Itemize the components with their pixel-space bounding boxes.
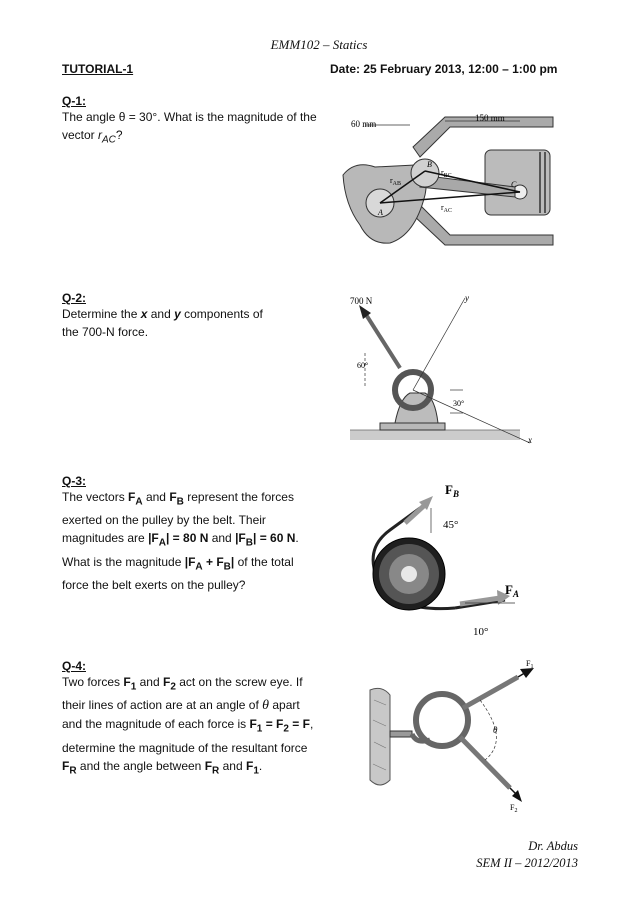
q4-line1g: act on the screw eye. If — [175, 675, 303, 689]
q1-label-rbc: $r_{BC}$ — [441, 168, 452, 179]
q3-line3f: |F — [235, 531, 246, 546]
tutorial-date: Date: 25 February 2013, 12:00 – 1:00 pm — [330, 62, 558, 76]
q1-label-150mm: 150 mm — [475, 113, 505, 123]
q4-label-theta: θ — [493, 725, 498, 735]
q2-label-x: x — [528, 435, 532, 445]
q3-label-fa: $F_A$ — [505, 582, 519, 599]
q4-line1b: F — [123, 675, 131, 689]
q3-text-and: and — [142, 490, 170, 504]
q3-line5: force the belt exerts on the pulley? — [62, 578, 246, 593]
q2-text — [62, 305, 317, 341]
q3-title: Q-3: — [62, 474, 86, 488]
q3-line4f: | — [230, 554, 235, 569]
q4-label-f2: $F_2$ — [510, 803, 518, 814]
q4-line3e: 2 — [283, 723, 289, 735]
q3-line3b: |F — [148, 531, 159, 546]
q3-text-fa: F — [128, 490, 136, 504]
q3-line4d: + F — [202, 554, 224, 569]
q2-label-y: y — [465, 293, 469, 303]
q1-text — [62, 108, 322, 149]
q2-text-comp: components of — [180, 307, 263, 321]
q1-label-rac: $r_{AC}$ — [441, 203, 453, 214]
q3-label-fb: $F_B$ — [445, 482, 459, 499]
q1-label-a: A — [378, 208, 383, 217]
footer-semester: SEM II – 2012/2013 — [476, 856, 578, 870]
q1-label-b: B — [427, 160, 432, 169]
q4-line3b: F — [249, 717, 257, 732]
q1-line2: vector — [62, 128, 99, 142]
q3-text-fb-sub: B — [176, 496, 184, 508]
q4-line1a: Two forces — [62, 675, 124, 689]
q3-text-fb: F — [169, 490, 177, 504]
q2-text-y: y — [174, 307, 181, 321]
q4-line5e: R — [212, 765, 220, 777]
q2-text-and: and — [147, 307, 175, 321]
q4-line1c: 1 — [130, 681, 137, 693]
q3-text-fa-sub: A — [135, 496, 143, 508]
q3-line3a: magnitudes are — [62, 531, 149, 546]
q1-label-c: C — [511, 180, 517, 189]
q3-line3d: | = 80 N — [165, 531, 209, 546]
q1-title: Q-1: — [62, 94, 86, 108]
q4-line5b: R — [69, 765, 77, 777]
q2-text-1: Determine the — [62, 307, 141, 321]
q2-label-60: 60° — [357, 361, 369, 370]
q4-line2a: their lines of action are at an angle of — [62, 698, 263, 713]
q4-line5a: F — [62, 758, 70, 773]
q4-line3d: = F — [262, 717, 284, 732]
q3-line4g: of the total — [234, 554, 294, 569]
q3-line4b: |F — [184, 554, 196, 569]
q4-line2c: apart — [269, 698, 300, 713]
q4-line1d: and — [136, 675, 163, 689]
q1-label-rab: $r_{AB}$ — [390, 176, 402, 187]
q4-line5g: F — [245, 758, 254, 773]
q3-text — [62, 488, 327, 594]
q4-line3a: and the magnitude of each force is — [62, 717, 250, 732]
q4-line4: determine the magnitude of the resultant force — [62, 740, 308, 755]
q3-line4a: What is the magnitude — [62, 554, 185, 569]
q4-line3f: = F — [288, 717, 310, 732]
q4-screw-eye-figure — [360, 660, 560, 815]
q1-vector-sub: AC — [102, 134, 116, 146]
q2-label-30: 30° — [453, 399, 465, 408]
q1-vector: r — [98, 128, 103, 142]
q4-line1e: F — [162, 675, 171, 689]
q2-line2: the 700-N force. — [62, 325, 149, 339]
q1-line1: The angle θ = 30°. What is the magnitude of the — [62, 110, 317, 124]
q3-text-rep: represent the forces — [183, 490, 294, 504]
q3-line3h: | = 60 N — [253, 531, 296, 546]
q4-line5f: and — [219, 758, 246, 773]
q2-title: Q-2: — [62, 291, 86, 305]
q4-label-f1: $F_1$ — [526, 660, 534, 670]
q3-line3i: . — [295, 531, 299, 546]
q4-line5h: 1 — [253, 765, 259, 777]
q3-label-10: 10° — [473, 626, 489, 638]
q1-qmark: ? — [115, 128, 123, 142]
q3-line3e: and — [208, 531, 236, 546]
q4-line5i: . — [258, 758, 263, 773]
q4-line3g: , — [309, 717, 314, 732]
q1-label-60mm: 60 mm — [351, 119, 377, 129]
q3-line2: exerted on the pulley by the belt. Their — [62, 513, 266, 528]
course-title: EMM102 – Statics — [270, 37, 368, 52]
q3-text-a: The vectors — [62, 490, 129, 504]
q4-line5c: and the angle between — [76, 758, 205, 773]
q3-label-45: 45° — [443, 519, 459, 531]
tutorial-label: TUTORIAL-1 — [62, 62, 134, 76]
q4-line2b: θ — [262, 698, 270, 714]
q4-line3c: 1 — [256, 723, 263, 735]
q2-label-700n: 700 N — [350, 296, 373, 306]
footer-author: Dr. Abdus — [528, 839, 578, 853]
q3-line3c: A — [158, 537, 166, 549]
q2-text-x: x — [140, 307, 148, 321]
q3-line4e: B — [223, 561, 231, 573]
q4-text — [62, 673, 332, 780]
q4-title: Q-4: — [62, 659, 86, 673]
q3-line3g: B — [245, 537, 253, 549]
q2-bracket-figure — [345, 293, 535, 445]
q4-line5d: F — [204, 758, 213, 773]
q3-pulley-figure — [365, 478, 540, 643]
q1-linkage-figure — [335, 95, 560, 270]
q3-line4c: A — [195, 561, 203, 573]
q4-line1f: 2 — [170, 681, 176, 693]
